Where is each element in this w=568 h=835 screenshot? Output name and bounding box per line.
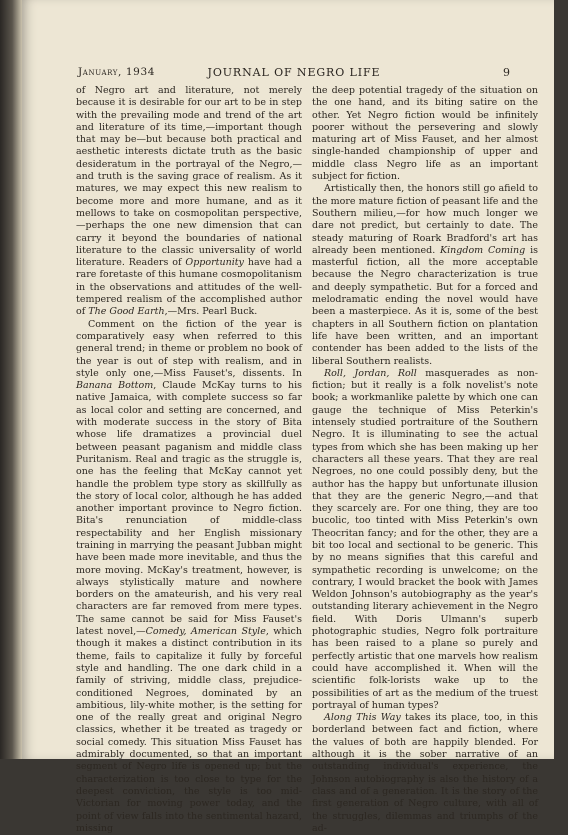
italic-title: Banana Bottom [76,380,154,392]
left-column [76,85,302,835]
text-run: , Claude McKay turns to his native Jamaica, with complete success so far as local color and setting are concerned, and with moderate success in the story of Bita whose life dramatizes a provincial duel between peasant paganism and middle class Puritanism. Real and tragic as the struggle is, one has the feeling that McKay cannot yet handle the problem type story as skillfully as the story of local color, although he has added another important province to Negro fiction. Bita's renunciation of middle-class respectability and her English missionary training in marrying the peasant Jubban might have been made more inevitable, and thus the more moving. McKay's treatment, however, is always stylistically mature and nowhere borders on the amateurish, and his very real characters are far removed from mere types. The same cannot be said for Miss Fauset's latest novel,— [76,380,302,638]
text-run: Comment on the fiction of the year is comparatively easy when referred to this general trend; in theme or problem no book of the year is out of step with realism, and in style only one,—Miss Fauset's, dissents. In [76,318,302,379]
text-run: , which though it makes a distinct contribution in its theme, fails to capitalize it fully by forceful style and handling. The one dark child in a family of striving, middle class, prejudice-conditioned Negroes, dominated by an ambitious, lily-white mother, is the setting for one of the really great and original Negro classics, whether it be treated as tragedy or social comedy. This situation Miss Fauset has admirably documented, so that an important segment of Negro life is opened up; but the characterization is too close to type for the deepest conviction, the style is too mid-Victorian for moving power today, and the point of view falls into the sentimental hazard, missing [76,626,302,834]
italic-title: Roll, Jordan, Roll [324,367,417,379]
italic-title: Along This Way [324,712,401,724]
text-run: ,—Mrs. Pearl Buck. [164,306,258,318]
text-run: the deep potential tragedy of the situation on the one hand, and its biting satire on the other. Yet Negro fiction would be infinitely poorer without the persevering and slowly maturing art of Miss Fauset, and her almost single-handed championship of upper and middle class Negro life as an important subject for fiction. [312,85,538,183]
paragraph [312,712,538,835]
text-run: Artistically then, the honors still go afield to the more mature fiction of peasant life and the Southern milieu,—for how much longer we dare not predict, but certainly to date. The steady maturing of Roark Bradford's art has already been mentioned. [312,183,538,256]
paragraph [312,183,538,367]
running-header [78,66,510,80]
italic-title: The Good Earth [88,306,165,318]
text-run: is masterful fiction, all the more acceptable because the Negro characterization is true and deeply sympathetic. But for a forced and melodramatic ending the novel would have been a masterpiece. As it is, some of the best chapters in all Southern fiction on plantation life have been written, and an important contender has been added to the lists of the liberal Southern realists. [312,244,538,367]
issue-date: January, 1934 [78,66,156,78]
page-number: 9 [503,66,510,79]
book-binding [0,0,22,759]
text-run: masquerades as non-fiction; but it really is a folk novelist's note book; a workmanlike palette by which one can gauge the technique of Miss Peterkin's intensely studied portraiture of the Southern Negro. It is illuminating to see the actual types from which she has been making up her characters all these years. That they are real Negroes, no one could possibly deny, but the author has the happy but unfortunate illusion that they are the generic Negro,—and that they scarcely are. For one thing, they are too bucolic, too tinted with Miss Peterkin's own Theocritan fancy; and for the other, they are a bit too local and sectional to be generic. This by no means signifies that this careful and sympathetic recording is unwelcome; on the contrary, I would bracket the book with James Weldon Johnson's autobiography as the year's outstanding literary achievement in the Negro field. With Doris Ulmann's superb photographic studies, Negro folk portraiture has been raised to a plane so purely and perfectly artistic that one marvels how realism could have accomplished it. When will the scientific folk-lorists wake up to the possibilities of art as the medium of the truest portrayal of human types? [312,367,538,711]
text-run: of Negro art and literature, not merely because it is desirable for our art to be in step with the prevailing mode and trend of the art and literature of its time,—important though that may be—but because both practical and aesthetic interests dictate truth as the basic desideratum in the portrayal of the Negro,—and truth is the saving grace of realism. As it matures, we may expect this new realism to become more and more humane, and as it mellows to take on cosmopolitan perspective,—perhaps the one new dimension that can carry it beyond the boundaries of national literature to the classic universality of world literature. Readers of [76,85,302,269]
journal-page [22,0,554,834]
italic-title: Opportunity [185,257,244,269]
paragraph [76,319,302,835]
paragraph [312,85,538,183]
right-column [312,85,538,835]
text-run: have had a rare foretaste of this humane cosmopolitanism in the observations and attitudes of the well-tempered realism of the accomplished author of [76,257,302,318]
italic-title: Comedy, American Style [145,626,266,638]
paragraph [76,85,302,319]
journal-title: JOURNAL OF NEGRO LIFE [207,66,381,79]
paragraph [312,368,538,712]
italic-title: Kingdom Coming [440,244,526,256]
text-run: takes its place, too, in this borderland between fact and fiction, where the values of both are happily blended. For although it is the sober narrative of an outstanding individual's experience, the Johnson autobiography is also the history of a class and of a generation. It is the story of the first generation of Negro culture, with all of the struggles, dilemmas and triumphs of the ad- [312,712,538,834]
